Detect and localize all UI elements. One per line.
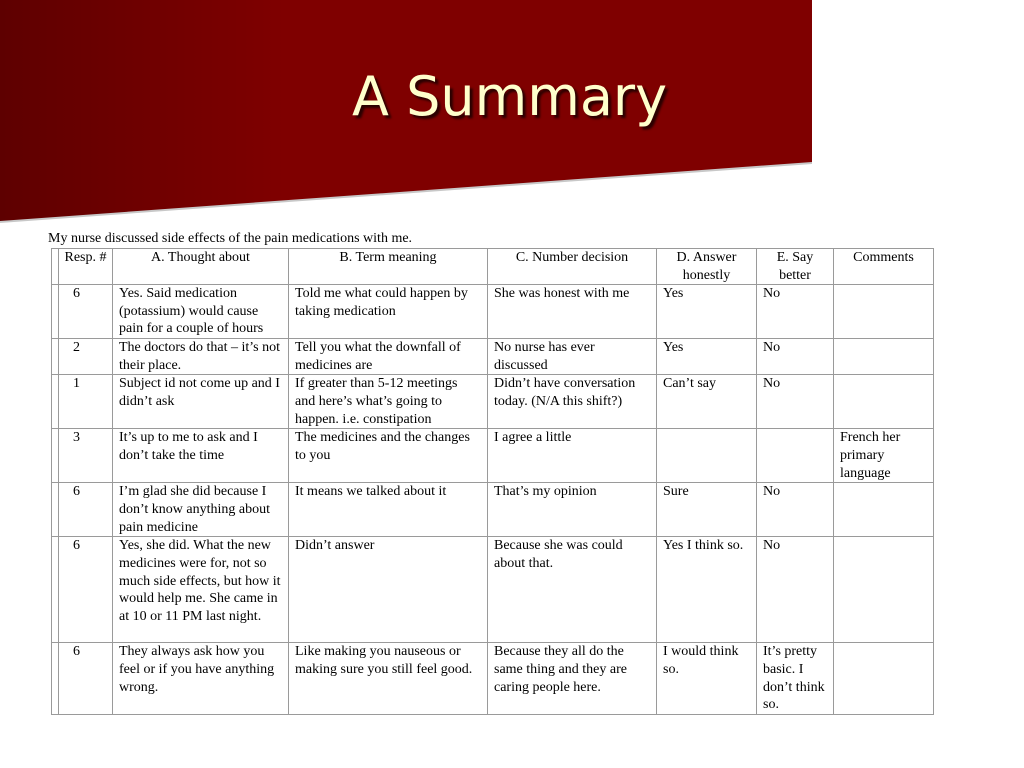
cell-say-better: No — [757, 483, 834, 537]
row-stub — [52, 429, 59, 483]
cell-term-meaning: It means we talked about it — [289, 483, 488, 537]
cell-answer-honestly: Yes I think so. — [657, 537, 757, 643]
cell-term-meaning: The medicines and the changes to you — [289, 429, 488, 483]
row-stub — [52, 285, 59, 339]
cell-comments — [834, 375, 934, 429]
header-thought-about: A. Thought about — [113, 249, 289, 285]
cell-answer-honestly — [657, 429, 757, 483]
summary-table — [51, 248, 934, 715]
table-row — [52, 483, 934, 537]
row-stub — [52, 375, 59, 429]
cell-answer-honestly: Yes — [657, 339, 757, 375]
cell-comments — [834, 339, 934, 375]
cell-thought-about: The doctors do that – it’s not their place. — [113, 339, 289, 375]
cell-comments — [834, 537, 934, 643]
cell-number-decision: No nurse has ever discussed — [488, 339, 657, 375]
row-stub — [52, 483, 59, 537]
cell-say-better: It’s pretty basic. I don’t think so. — [757, 643, 834, 714]
row-stub — [52, 339, 59, 375]
cell-answer-honestly: I would think so. — [657, 643, 757, 714]
cell-comments: French her primary language — [834, 429, 934, 483]
cell-say-better: No — [757, 537, 834, 643]
cell-say-better: No — [757, 375, 834, 429]
row-stub — [52, 537, 59, 643]
cell-say-better — [757, 429, 834, 483]
cell-resp: 2 — [59, 339, 113, 375]
slide-title: A Summary — [352, 65, 668, 128]
cell-term-meaning: Didn’t answer — [289, 537, 488, 643]
header-answer-honestly: D. Answer honestly — [657, 249, 757, 285]
cell-term-meaning: Told me what could happen by taking medication — [289, 285, 488, 339]
cell-number-decision: That’s my opinion — [488, 483, 657, 537]
row-stub — [52, 643, 59, 714]
table-row — [52, 285, 934, 339]
cell-thought-about: Subject id not come up and I didn’t ask — [113, 375, 289, 429]
cell-term-meaning: If greater than 5-12 meetings and here’s what’s going to happen. i.e. constipation — [289, 375, 488, 429]
cell-number-decision: Because she was could about that. — [488, 537, 657, 643]
cell-resp: 6 — [59, 537, 113, 643]
cell-answer-honestly: Can’t say — [657, 375, 757, 429]
header-say-better: E. Say better — [757, 249, 834, 285]
cell-number-decision: Didn’t have conversation today. (N/A this shift?) — [488, 375, 657, 429]
cell-thought-about: It’s up to me to ask and I don’t take the time — [113, 429, 289, 483]
cell-number-decision: Because they all do the same thing and they are caring people here. — [488, 643, 657, 714]
cell-answer-honestly: Sure — [657, 483, 757, 537]
table-row — [52, 643, 934, 714]
cell-say-better: No — [757, 339, 834, 375]
cell-resp: 3 — [59, 429, 113, 483]
cell-number-decision: She was honest with me — [488, 285, 657, 339]
cell-comments — [834, 483, 934, 537]
cell-comments — [834, 285, 934, 339]
table-header-row — [52, 249, 934, 285]
cell-resp: 6 — [59, 643, 113, 714]
cell-number-decision: I agree a little — [488, 429, 657, 483]
cell-thought-about: I’m glad she did because I don’t know anything about pain medicine — [113, 483, 289, 537]
header-resp: Resp. # — [59, 249, 113, 285]
cell-answer-honestly: Yes — [657, 285, 757, 339]
cell-say-better: No — [757, 285, 834, 339]
cell-resp: 6 — [59, 483, 113, 537]
header-number-decision: C. Number decision — [488, 249, 657, 285]
table-row — [52, 429, 934, 483]
cell-resp: 6 — [59, 285, 113, 339]
table-row — [52, 375, 934, 429]
cell-term-meaning: Like making you nauseous or making sure you still feel good. — [289, 643, 488, 714]
table-row — [52, 339, 934, 375]
header-term-meaning: B. Term meaning — [289, 249, 488, 285]
table-row — [52, 537, 934, 643]
header-comments: Comments — [834, 249, 934, 285]
cell-comments — [834, 643, 934, 714]
cell-term-meaning: Tell you what the downfall of medicines are — [289, 339, 488, 375]
cell-resp: 1 — [59, 375, 113, 429]
cell-thought-about: Yes, she did. What the new medicines were for, not so much side effects, but how it would help me. She came in at 10 or 11 PM last night. — [113, 537, 289, 643]
row-stub — [52, 249, 59, 285]
survey-question: My nurse discussed side effects of the pain medications with me. — [48, 231, 413, 246]
cell-thought-about: They always ask how you feel or if you have anything wrong. — [113, 643, 289, 714]
cell-thought-about: Yes. Said medication (potassium) would cause pain for a couple of hours — [113, 285, 289, 339]
